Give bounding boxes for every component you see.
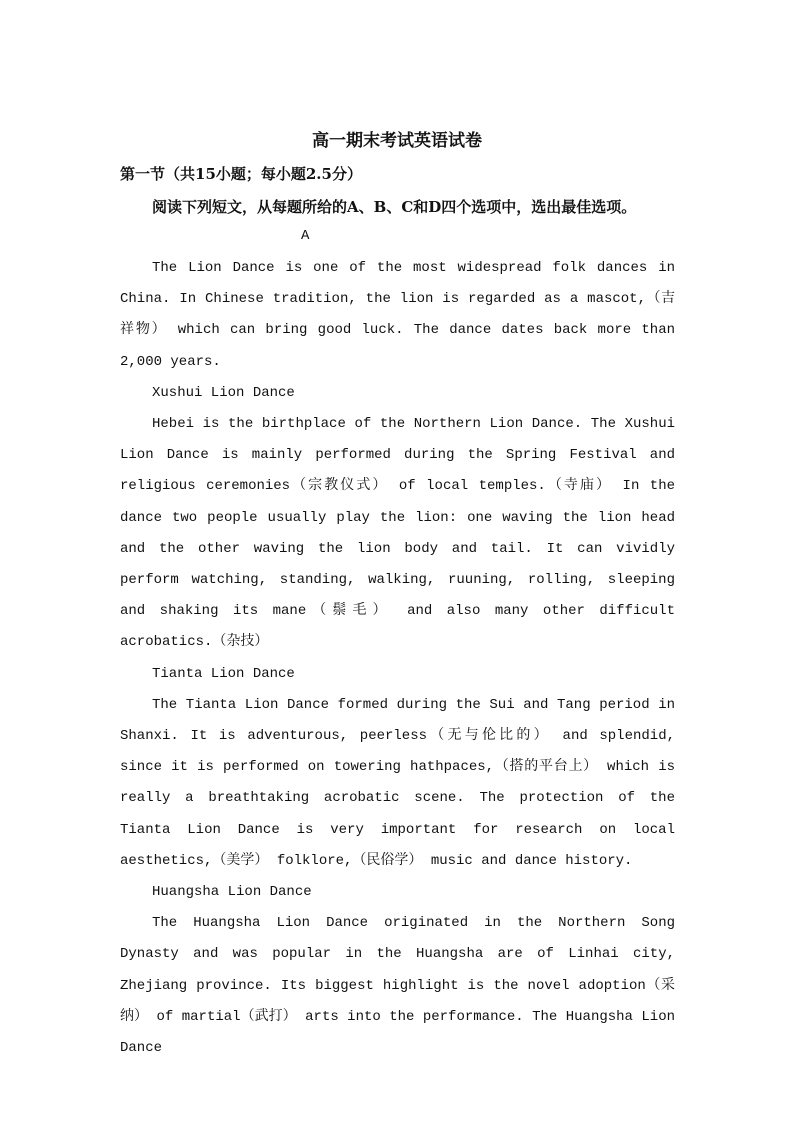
subheading-xushui: Xushui Lion Dance [152,384,295,401]
passage-label: A [301,228,310,244]
paragraph-huangsha: The Huangsha Lion Dance originated in the Northern Song Dynasty and was popular in the Huangsha are of Linhai city, Zhejiang province. Its biggest highlight is the novel adoption（采纳） of martial（武打） arts into the performance. The Huangsha Lion Dance [120,915,675,1057]
paragraph-intro: The Lion Dance is one of the most widespread folk dances in China. In Chinese tradition, the lion is regarded as a mascot,（吉祥物） which can bring good luck. The dance dates back more than 2,000 years. [120,260,675,370]
page-title: 高一期末考试英语试卷 [312,131,482,151]
passage-body [120,253,675,1064]
section-heading: 第一节（共15小题；每小题2.5分） [120,165,362,183]
paragraph-tianta: The Tianta Lion Dance formed during the Sui and Tang period in Shanxi. It is adventurous, peerless（无与伦比的） and splendid, since it is performed on towering hathpaces,（搭的平台上） which is really a breathtaking acrobatic scene. The protection of the Tianta Lion Dance is very important for research on local aesthetics,（美学） folklore,（民俗学） music and dance history. [120,696,675,869]
subheading-tianta: Tianta Lion Dance [152,665,295,682]
instruction-text: 阅读下列短文，从每题所给的A、B、C和D四个选项中，选出最佳选项。 [152,198,637,216]
subheading-huangsha: Huangsha Lion Dance [152,884,312,901]
paragraph-xushui: Hebei is the birthplace of the Northern Lion Dance. The Xushui Lion Dance is mainly performed during the Spring Festival and religious ceremonies（宗教仪式） of local temples.（寺庙） In the dance two people usually play the lion: one waving the lion head and the other waving the lion body and tail. It can vividly perform watching, standing, walking, ruuning, rolling, sleeping and shaking its mane（鬃毛） and also many other difficult acrobatics.（杂技） [120,416,675,651]
